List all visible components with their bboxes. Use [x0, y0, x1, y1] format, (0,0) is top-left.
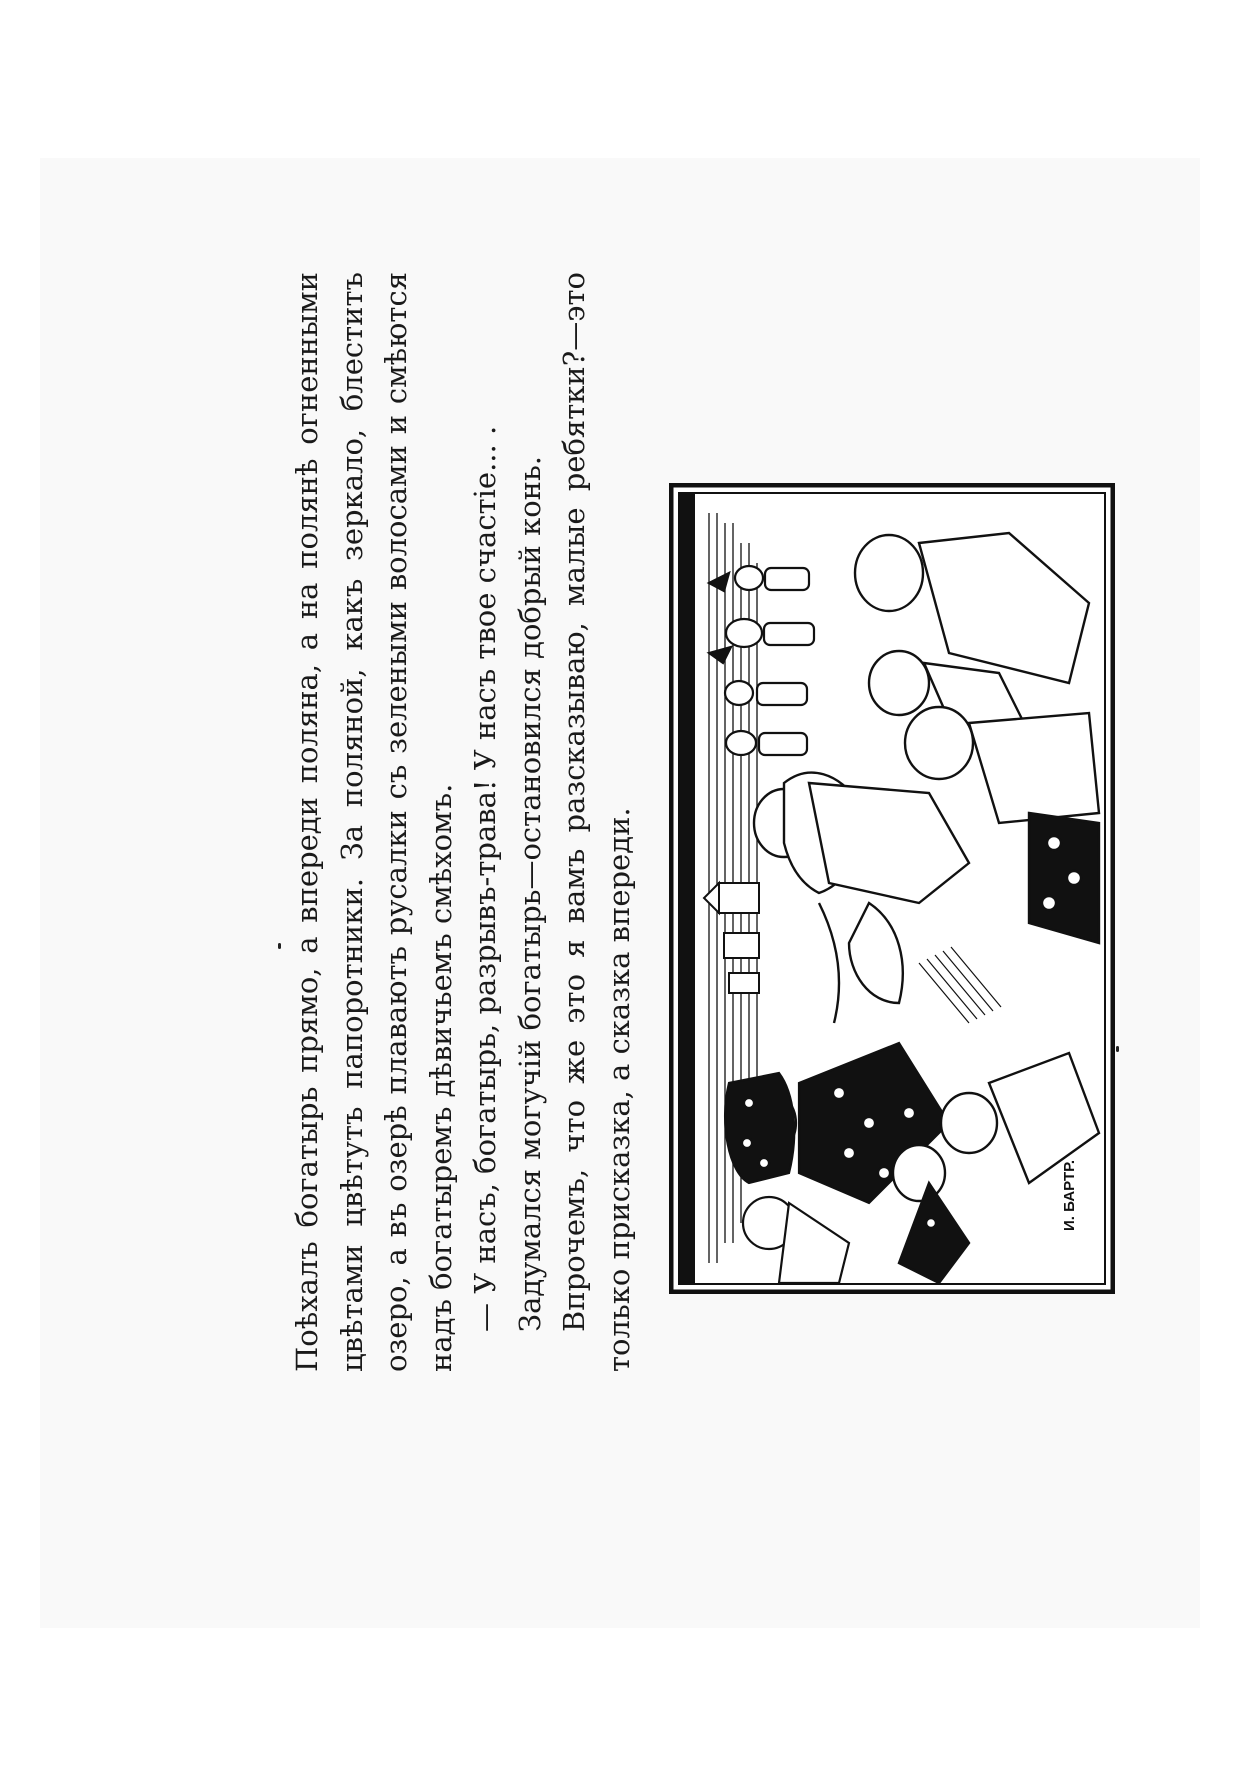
ink-speck — [278, 943, 281, 949]
ink-speck — [1116, 1046, 1119, 1052]
folk-scene-illustration — [669, 483, 1115, 1294]
paragraph-3: Задумался могучій богатырь—остановился добрый конь. — [512, 456, 547, 1332]
paragraph-1: Поѣхалъ богатырь прямо, а впереди поляна, а на полянѣ огненными цвѣтами цвѣтутъ папоротники. За поляной, какъ зеркало, блеститъ озеро, а въ озерѣ плаваютъ русалки съ зелеными волосами и смѣются надъ богатыремъ дѣвичьемъ смѣхомъ. — [290, 272, 458, 1372]
paragraph-4: Впрочемъ, что же это я вамъ разсказываю, малые ребятки?—это только присказка, а сказка впереди. — [557, 272, 636, 1372]
artist-signature: И. БАРТР. — [1061, 1159, 1078, 1231]
story-text — [285, 272, 641, 1372]
paragraph-2: — У насъ, богатырь, разрывъ-трава! У насъ твое счастіе... . — [468, 425, 502, 1332]
